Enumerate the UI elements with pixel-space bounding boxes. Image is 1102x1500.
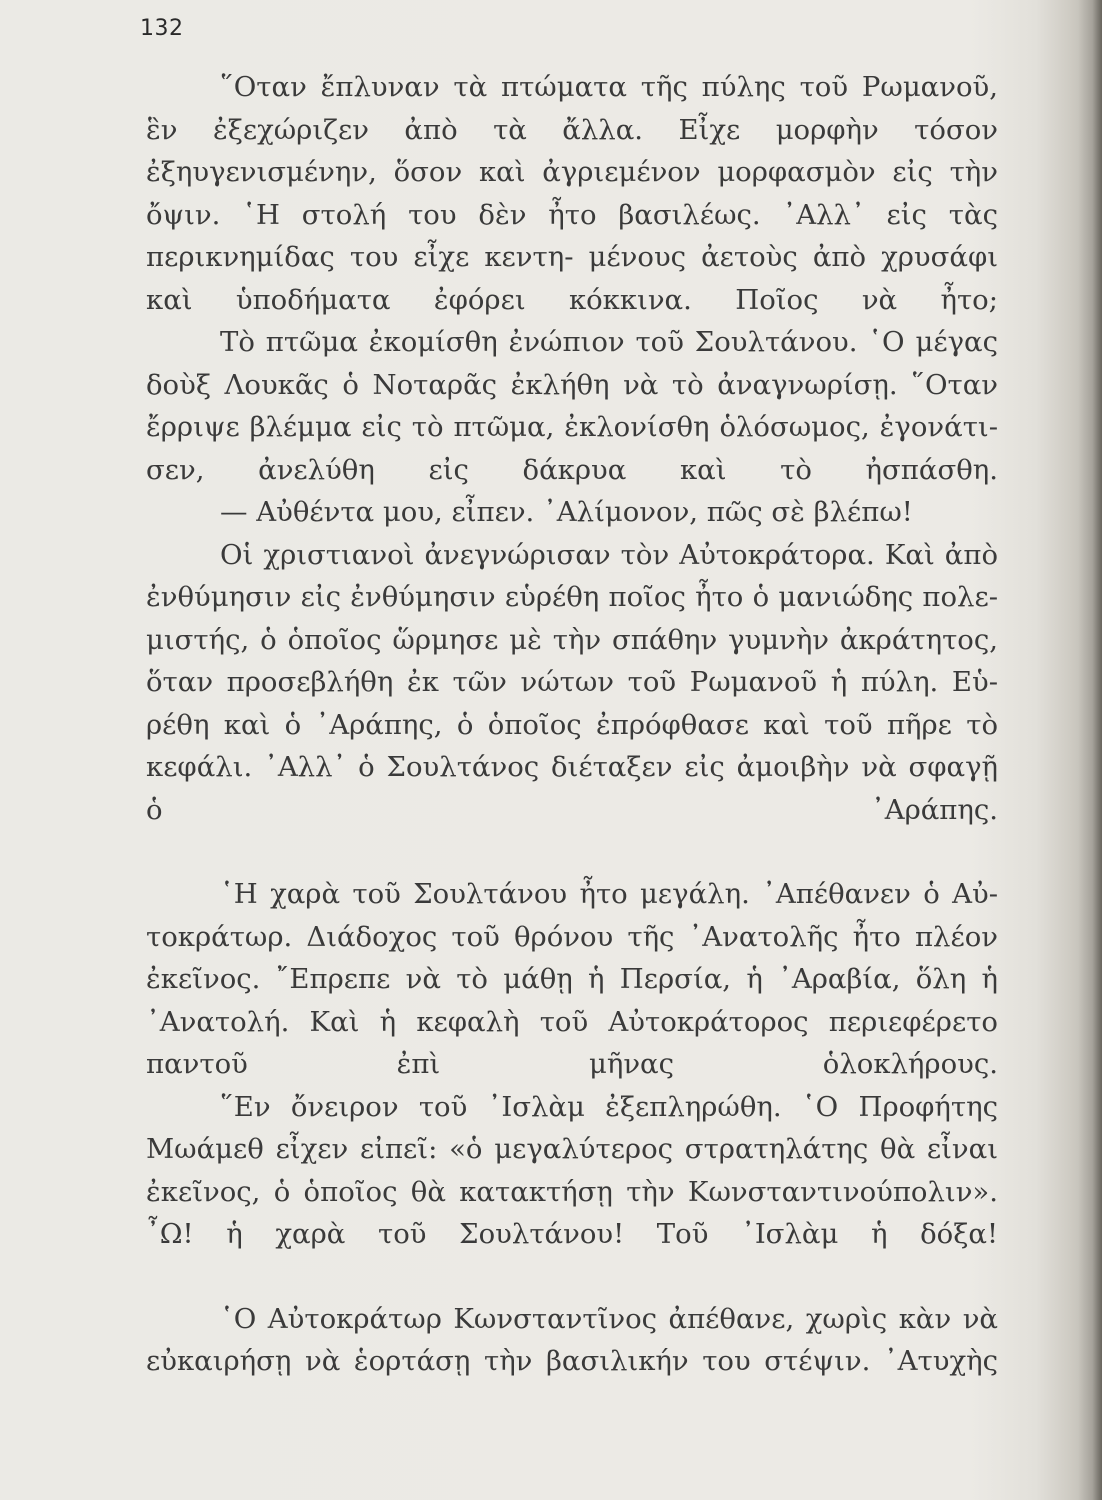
text-line: Τὸ πτῶμα ἐκομίσθη ἐνώπιον τοῦ Σουλτάνου. ῾Ο μέγας <box>220 326 998 358</box>
text-line: κεφάλι. ᾿Αλλ᾿ ὁ Σουλτάνος διέταξεν εἰς ἀμοιβὴν νὰ σφαγῇ <box>146 751 998 783</box>
text-line: Ποῖος νὰ ἦτο; <box>735 283 998 316</box>
text-line: ἡ ᾿Ανατολή. Καὶ ἡ κεφαλὴ τοῦ Αὐτοκράτορος περιεφέρετο <box>146 963 998 1038</box>
text-line: ἐνθύμησιν εἰς ἐνθύμησιν εὑρέθη ποῖος ἦτο ὁ μανιώδης πολε- <box>146 581 998 613</box>
text-line: — Αὐθέντα μου, εἶπεν. ᾿Αλίμονον, πῶς σὲ βλέπω! <box>220 496 913 528</box>
text-line: ῞Εν ὄνειρον τοῦ ᾿Ισλὰμ ἐξεπληρώθη. ῾Ο Προφήτης <box>220 1090 998 1123</box>
book-spine-shadow <box>1078 0 1102 1500</box>
text-line: ἐξεχώριζεν ἀπὸ τὰ ἄλλα. Εἶχε μορφὴν τόσον ἐξηυγενισμένην, <box>146 113 998 188</box>
text-line: εὐκαιρήσῃ νὰ ἑορτάσῃ τὴν βασιλικήν του στέψιν. ᾿Ατυχὴς <box>146 1345 998 1377</box>
section-gap <box>146 831 998 873</box>
text-line: μιστής, ὁ ὁποῖος ὥρμησε μὲ τὴν σπάθην γυμνὴν ἀκράτητος, <box>146 623 998 656</box>
paragraph <box>146 1086 998 1256</box>
text-line: τοκράτωρ. Διάδοχος τοῦ θρόνου τῆς ᾿Ανατολῆς ἦτο πλέον <box>146 920 998 953</box>
text-line: ῏Ω! ἡ χαρὰ τοῦ Σουλτάνου! Τοῦ ᾿Ισλὰμ ἡ δόξα! <box>146 1218 998 1250</box>
text-line: ἐκεῖνος, ὁ ὁποῖος θὰ κατακτήσῃ τὴν Κωνσταντινούπολιν». <box>146 1175 998 1208</box>
paragraph <box>146 321 998 491</box>
text-line: ὁ ᾿Αράπης. <box>146 793 998 826</box>
text-line: παντοῦ ἐπὶ μῆνας ὁλοκλήρους. <box>146 1048 998 1080</box>
text-line: δοὺξ Λουκᾶς ὁ Νοταρᾶς ἐκλήθη νὰ τὸ ἀναγνωρίσῃ. ῞Οταν <box>146 368 998 401</box>
paragraph <box>146 873 998 1086</box>
paragraph <box>146 491 998 534</box>
text-line: σεν, ἀνελύθη εἰς δάκρυα καὶ τὸ ἠσπάσθη. <box>146 453 998 486</box>
page-number: 132 <box>140 16 184 41</box>
text-line: ὅσον καὶ ἀγριεμένον μορφασμὸν εἰς τὴν ὄψιν. ῾Η στολή του <box>146 156 998 231</box>
text-line: δὲν ἦτο βασιλέως. ᾿Αλλ᾿ εἰς τὰς περικνημίδας του εἶχε κεντη- <box>146 198 998 273</box>
section-gap <box>146 1256 998 1298</box>
text-line: ῞Οταν ἔπλυναν τὰ πτώματα τῆς πύλης τοῦ Ρωμανοῦ, ἓν <box>146 71 998 146</box>
text-line: Μωάμεθ εἶχεν εἰπεῖ: «ὁ μεγαλύτερος στρατηλάτης θὰ εἶναι <box>146 1133 998 1165</box>
text-line: ἔρριψε βλέμμα εἰς τὸ πτῶμα, ἐκλονίσθη ὁλόσωμος, ἐγονάτι- <box>146 411 998 443</box>
text-line: ῾Η χαρὰ τοῦ Σουλτάνου ἦτο μεγάλη. ᾿Απέθανεν ὁ Αὐ- <box>220 878 998 910</box>
text-line: μένους ἀετοὺς ἀπὸ χρυσάφι καὶ ὑποδήματα ἐφόρει κόκκινα. <box>146 241 998 316</box>
text-line: Οἱ χριστιανοὶ ἀνεγνώρισαν τὸν Αὐτοκράτορα. Καὶ ἀπὸ <box>220 538 998 571</box>
paragraph <box>146 66 998 321</box>
text-line: ἐκεῖνος. ῎Επρεπε νὰ τὸ μάθῃ ἡ Περσία, ἡ ᾿Αραβία, ὅλη <box>146 963 967 995</box>
paragraph <box>146 534 998 832</box>
text-line: ὅταν προσεβλήθη ἐκ τῶν νώτων τοῦ Ρωμανοῦ ἡ πύλη. Εὑ- <box>146 666 998 698</box>
body-text <box>146 66 998 1383</box>
text-line: ῾Ο Αὐτοκράτωρ Κωνσταντῖνος ἀπέθανε, χωρὶς κὰν νὰ <box>220 1302 998 1335</box>
text-line: ρέθη καὶ ὁ ᾿Αράπης, ὁ ὁποῖος ἐπρόφθασε καὶ τοῦ πῆρε τὸ <box>146 708 998 741</box>
paragraph <box>146 1298 998 1383</box>
